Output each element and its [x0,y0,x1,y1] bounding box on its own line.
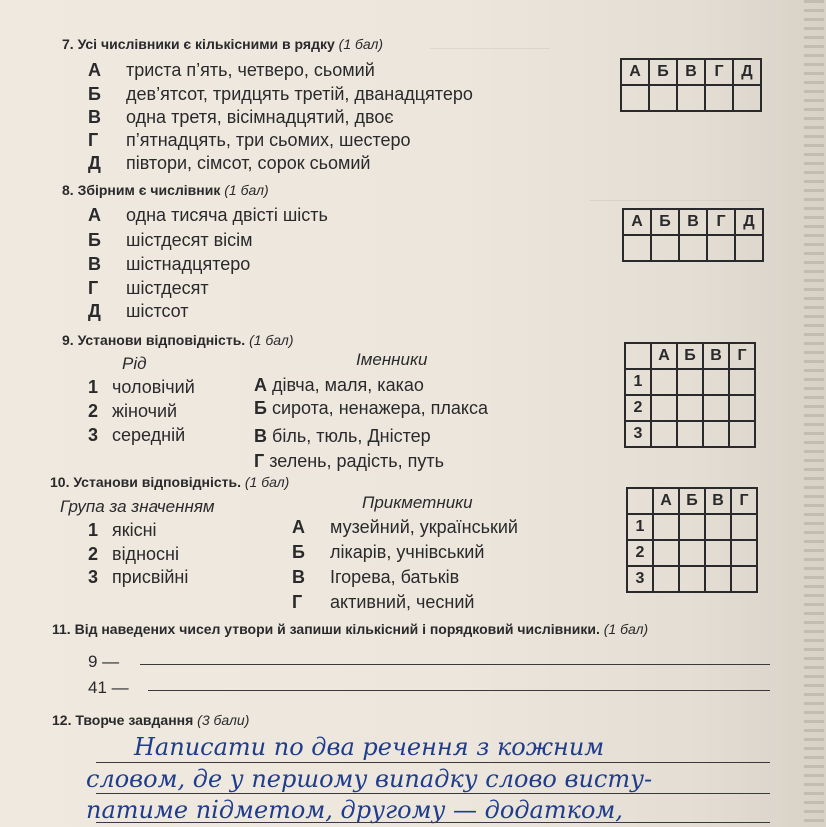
q9-answer-cell[interactable] [729,395,755,421]
question-10-title: 10. Установи відповідність. (1 бал) [50,474,290,490]
q9-answer-cell[interactable] [729,369,755,395]
q7-answer-grid [620,58,762,112]
q8-grid-header: Д [735,209,763,235]
question-8-title: 8. Збірним є числівник (1 бал) [62,182,269,198]
q9-right-item-b: Б сирота, ненажера, плакса [254,398,489,418]
q11-item-41: 41 — [88,678,129,697]
q10-left-item-2: 2 відносні [88,544,179,564]
q9-answer-cell[interactable] [677,421,703,447]
q8-answer-cell[interactable] [707,235,735,261]
question-11-title: 11. Від наведених чисел утвори й запиши кількісний і порядковий числівники. (1 бал) [52,621,649,637]
q8-answer-grid [622,208,764,262]
q9-right-header: Іменники [356,350,428,369]
question-12-title: 12. Творче завдання (3 бали) [52,712,250,728]
q10-answer-cell[interactable] [705,566,731,592]
question-7-title: 7. Усі числівники є кількісними в рядку (1 бал) [62,36,384,52]
q12-answer-line[interactable] [96,793,770,794]
q10-grid-col-header: Г [731,488,757,514]
q11-answer-line[interactable] [148,690,770,691]
q10-answer-cell[interactable] [653,540,679,566]
handwritten-answer-line: словом, де у першому випадку слово висту- [86,765,653,793]
q8-answer-cell[interactable] [679,235,707,261]
q10-right-item-c: В Ігорева, батьків [292,567,460,587]
q7-option-d[interactable]: Г п’ятнадцять, три сьомих, шестеро [88,130,411,150]
q10-right-item-d: Г активний, чесний [292,592,475,612]
q10-grid-corner [627,488,653,514]
q9-grid-row-header: 1 [625,369,651,395]
q8-answer-cell[interactable] [735,235,763,261]
q9-answer-cell[interactable] [651,369,677,395]
q9-right-item-a: А дівча, маля, какао [254,375,424,395]
q12-answer-line[interactable] [96,762,770,763]
q10-grid-col-header: В [705,488,731,514]
q9-left-header: Рід [122,354,147,373]
q9-grid-col-header: А [651,343,677,369]
q9-grid-col-header: В [703,343,729,369]
q8-option-c[interactable]: В шістнадцятеро [88,254,251,274]
q7-grid-header: Д [733,59,761,85]
q8-answer-cell[interactable] [651,235,679,261]
q9-grid-col-header: Б [677,343,703,369]
q8-option-d[interactable]: Г шістдесят [88,278,209,298]
question-9-title: 9. Установи відповідність. (1 бал) [62,332,294,348]
q8-grid-header: А [623,209,651,235]
q7-answer-cell[interactable] [649,85,677,111]
q9-answer-grid [624,342,756,448]
q10-right-item-a: А музейний, український [292,517,518,537]
q10-answer-cell[interactable] [731,540,757,566]
q7-grid-header: Б [649,59,677,85]
q10-left-header: Група за значенням [60,497,215,516]
q10-grid-row-header: 1 [627,514,653,540]
q9-answer-cell[interactable] [703,421,729,447]
q10-left-item-1: 1 якісні [88,520,157,540]
q10-right-item-b: Б лікарів, учнівський [292,542,485,562]
q9-answer-cell[interactable] [677,395,703,421]
q7-answer-cell[interactable] [677,85,705,111]
q11-item-9: 9 — [88,652,120,671]
q9-left-item-3: 3 середній [88,425,186,445]
q10-answer-cell[interactable] [679,540,705,566]
q10-answer-grid [626,487,758,593]
handwritten-answer-line: Написати по два речення з кожним [134,733,605,761]
q7-option-e[interactable]: Д півтори, сімсот, сорок сьомий [88,153,371,173]
q8-grid-header: Г [707,209,735,235]
q10-answer-cell[interactable] [705,514,731,540]
q10-answer-cell[interactable] [731,566,757,592]
q10-grid-row-header: 3 [627,566,653,592]
q10-left-item-3: 3 присвійні [88,567,189,587]
q11-answer-line[interactable] [140,664,770,665]
q10-answer-cell[interactable] [705,540,731,566]
q9-grid-row-header: 2 [625,395,651,421]
q9-answer-cell[interactable] [703,395,729,421]
q10-grid-col-header: А [653,488,679,514]
handwritten-answer-line: патиме підметом, другому — додатком, [86,796,623,824]
q8-grid-header: В [679,209,707,235]
q9-right-item-c: В біль, тюль, Дністер [254,426,431,446]
q9-left-item-1: 1 чоловічий [88,377,195,397]
q8-option-e[interactable]: Д шістсот [88,301,189,321]
q8-option-a[interactable]: А одна тисяча двісті шість [88,205,328,225]
q9-answer-cell[interactable] [677,369,703,395]
q10-grid-row-header: 2 [627,540,653,566]
q7-option-a[interactable]: А триста п’ять, четверо, сьомий [88,60,375,80]
q8-grid-header: Б [651,209,679,235]
q8-answer-cell[interactable] [623,235,651,261]
q9-answer-cell[interactable] [703,369,729,395]
q10-answer-cell[interactable] [653,566,679,592]
q9-grid-corner [625,343,651,369]
q7-option-b[interactable]: Б дев’ятсот, тридцять третій, дванадцятеро [88,84,473,104]
q9-answer-cell[interactable] [651,421,677,447]
q7-answer-cell[interactable] [621,85,649,111]
q10-answer-cell[interactable] [653,514,679,540]
bleed-through-block [430,20,550,49]
q9-right-item-d: Г зелень, радість, путь [254,451,445,471]
q10-right-header: Прикметники [362,493,473,512]
spiral-binding [804,0,824,827]
q10-grid-col-header: Б [679,488,705,514]
q10-answer-cell[interactable] [731,514,757,540]
q9-answer-cell[interactable] [651,395,677,421]
q10-answer-cell[interactable] [679,566,705,592]
q12-answer-line[interactable] [96,822,770,823]
q7-option-c[interactable]: В одна третя, вісімнадцятий, двоє [88,107,394,127]
q7-answer-cell[interactable] [733,85,761,111]
q9-answer-cell[interactable] [729,421,755,447]
q7-grid-header: В [677,59,705,85]
q9-grid-row-header: 3 [625,421,651,447]
q8-option-b[interactable]: Б шістдесят вісім [88,230,253,250]
q7-grid-header: Г [705,59,733,85]
q9-left-item-2: 2 жіночий [88,401,178,421]
q7-grid-header: А [621,59,649,85]
q10-answer-cell[interactable] [679,514,705,540]
q9-grid-col-header: Г [729,343,755,369]
q7-answer-cell[interactable] [705,85,733,111]
